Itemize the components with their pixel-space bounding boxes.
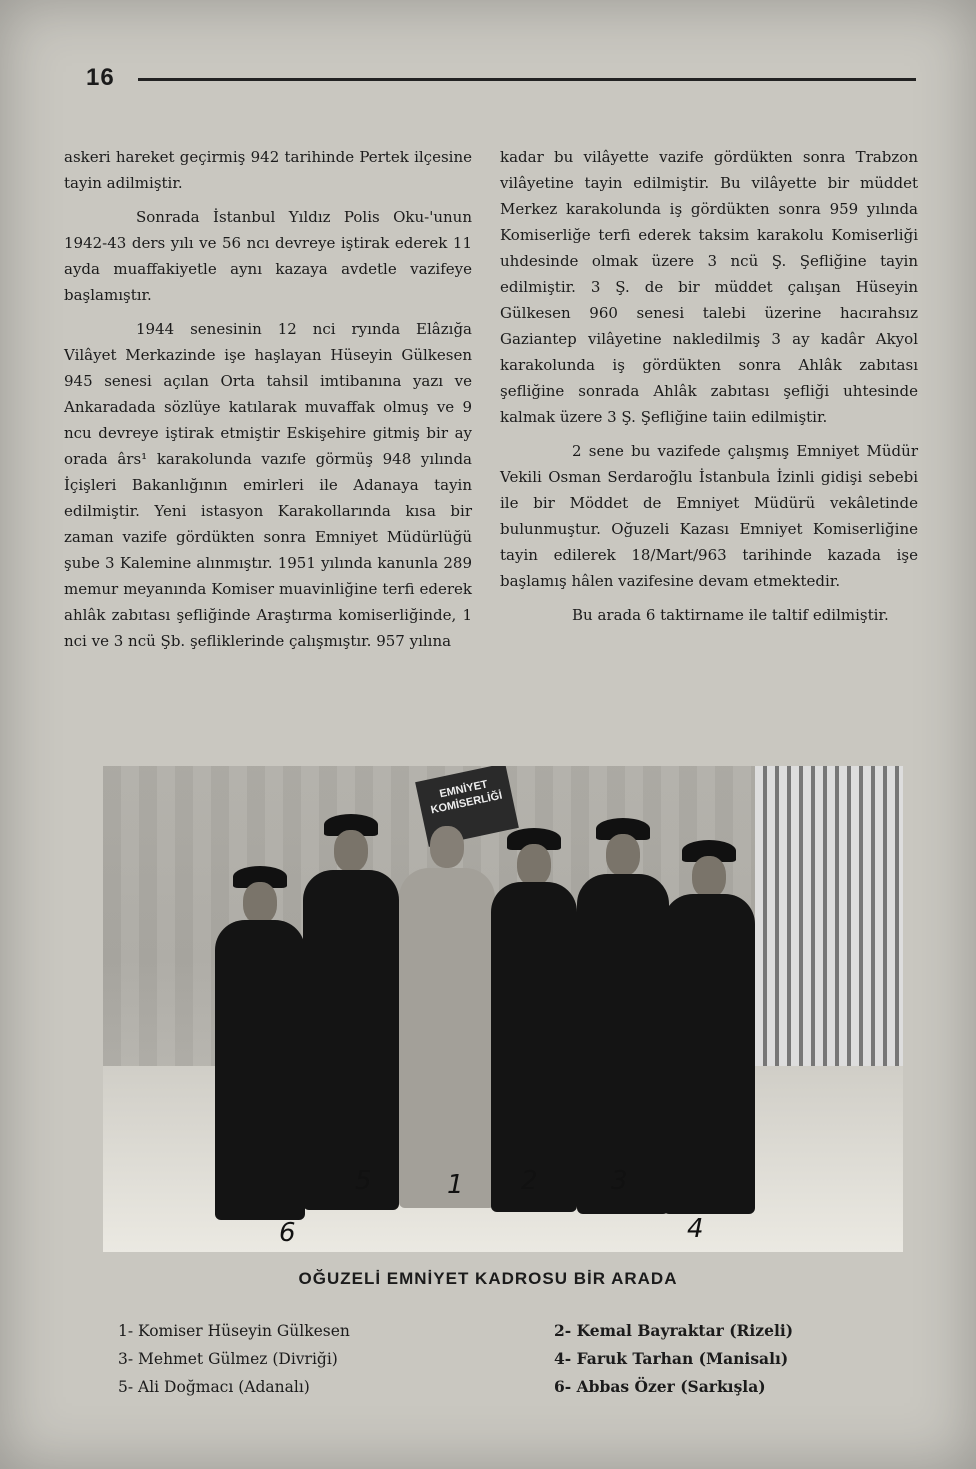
- photo-caption-title: OĞUZELİ EMNİYET KADROSU BİR ARADA: [298, 1269, 678, 1288]
- photo-number-6: 6: [279, 1218, 296, 1248]
- paragraph: Bu arada 6 taktirname ile taltif edilmiştir.: [572, 606, 889, 624]
- header-rule: [138, 78, 916, 81]
- paragraph: Sonrada İstanbul Yıldız Polis Oku-'unun 1942-43 ders yılı ve 56 ncı devreye iştirak ederek 11 ayda muaffakiyetle aynı kazaya avdetle vazifeye başlamıştır.: [64, 208, 472, 304]
- roster-list-right: [554, 1317, 793, 1401]
- roster-item: 3- Mehmet Gülmez (Divriği): [118, 1350, 338, 1368]
- paragraph: kadar bu vilâyette vazife gördükten sonra Trabzon vilâyetine tayin edilmiştir. Bu vilâyette bir müddet Merkez karakolunda iş gördükten sonra 959 yılında Komiserliğe terfi ederek taksim karakolu Komiserliği uhdesinde olmak üzere 3 ncü Ş. Şefliğine tayin edilmiştir. 3 Ş. de bir müddet çalışan Hüseyin Gülkesen 960 senesi talebi üzerine hacırahsız Gaziantep vilâyetine nakledilmiş 3 ay kadâr Akyol karakolunda iş gördükten sonra Ahlâk zabıtası şefliğine sonrada Ahlâk zabıtası şefliği uhtesinde kalmak üzere 3 Ş. Şefliğine taiin edilmiştir.: [500, 148, 918, 426]
- roster-item: 2- Kemal Bayraktar (Rizeli): [554, 1321, 794, 1340]
- page-number: 16: [86, 64, 115, 91]
- photo-number-1: 1: [447, 1170, 464, 1200]
- photo-figure-2: [491, 828, 577, 1218]
- roster-item: 1- Komiser Hüseyin Gülkesen: [118, 1322, 350, 1340]
- photo-figure-6: [215, 866, 305, 1226]
- left-text-column: [64, 144, 472, 662]
- photo-sign: EMNİYET KOMİSERLİĞİ: [415, 766, 519, 847]
- paragraph: 1944 senesinin 12 nci ryında Elâzığa Vilâyet Merkazinde işe haşlayan Hüseyin Gülkesen 945 senesi açılan Orta tahsil imtibanına yazı ve Ankaradada sözlüye katılarak muvaffak olmuş ve 9 ncu devreye iştirak etmiştir Eskişehire gitmiş bir ay orada ârs¹ karakolunda vazıfe görmüş 948 yılında İçişleri Bakanlığının emirleri ile Adanaya tayin edilmiştir. Yeni istasyon Karakollarında kısa bir zaman vazife gördükten sonra Emniyet Müdürlüğü şube 3 Kalemine alınmıştır. 1951 yılında kanunla 289 memur meyanında Komiser muavinliğine terfi ederek ahlâk zabıtası şefliğinde Araştırma komiserliğinde, 1 nci ve 3 ncü Şb. şefliklerinde çalışmıştır. 957 yılına: [64, 320, 472, 650]
- photo-number-5: 5: [355, 1166, 372, 1196]
- photo-door: [755, 766, 903, 1096]
- photo-figure-1: [399, 826, 495, 1216]
- roster-item: 6- Abbas Özer (Sarkışla): [554, 1377, 766, 1396]
- paragraph: askeri hareket geçirmiş 942 tarihinde Pertek ilçesine tayin adilmiştir.: [64, 148, 472, 192]
- roster-item: 4- Faruk Tarhan (Manisalı): [554, 1349, 789, 1368]
- roster-item: 5- Ali Doğmacı (Adanalı): [118, 1378, 310, 1396]
- photo-figure-5: [303, 814, 399, 1214]
- group-photograph: [103, 766, 903, 1252]
- photo-number-4: 4: [687, 1214, 704, 1244]
- photo-figure-3: [577, 818, 669, 1218]
- photo-figure-4: [663, 840, 755, 1220]
- right-text-column: [500, 144, 918, 636]
- photo-number-3: 3: [611, 1166, 628, 1196]
- photo-number-2: 2: [521, 1166, 538, 1196]
- paragraph: 2 sene bu vazifede çalışmış Emniyet Müdür Vekili Osman Serdaroğlu İstanbula İzinli gidişi sebebi ile bir Möddet de Emniyet Müdürü vekâletinde bulunmuştur. Oğuzeli Kazası Emniyet Komiserliğine tayin edilerek 18/Mart/963 tarihinde kazada işe başlamış hâlen vazifesine devam etmektedir.: [500, 442, 918, 590]
- roster-list-left: [118, 1317, 350, 1401]
